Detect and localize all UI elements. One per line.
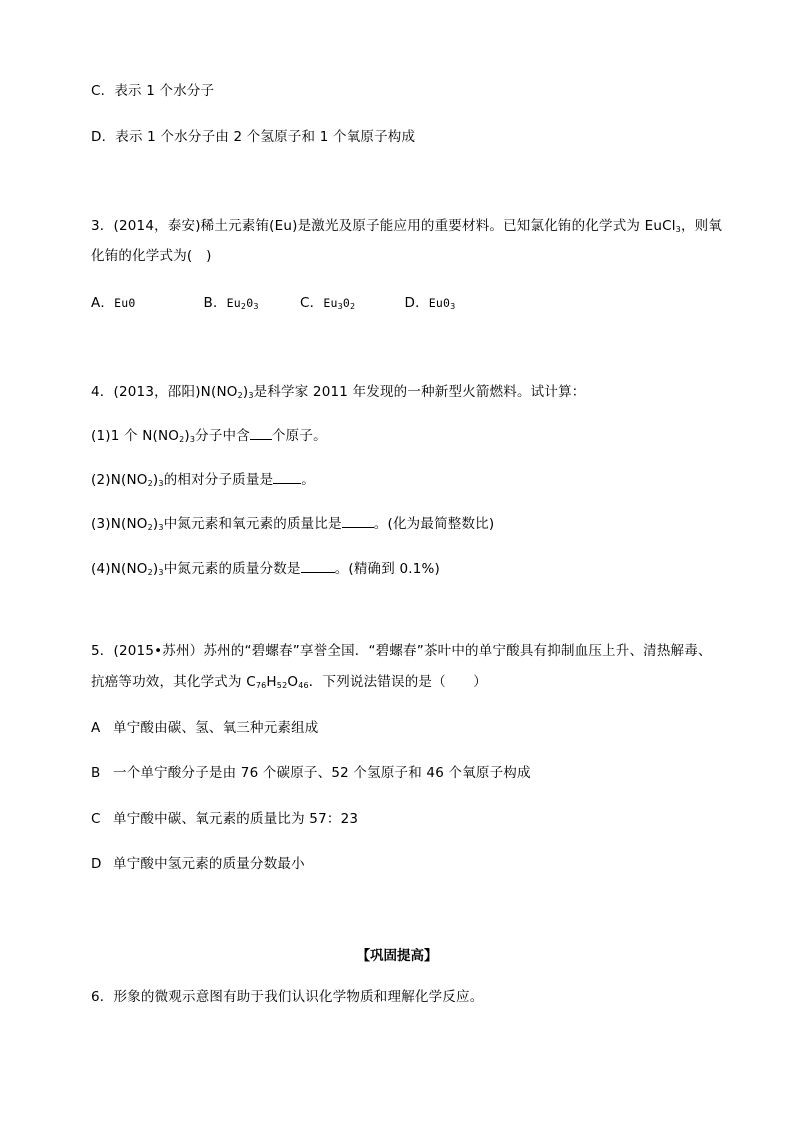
q4-part-1: (1)1 个 $N(NO_2)_3$分子中含 个原子。 <box>91 428 327 444</box>
q5-stem-line1: 5．(2015•苏州）苏州的“碧螺春”享誉全国．“碧螺春”茶叶中的单宁酸具有抑制血压上升、清热解毒、 <box>91 643 712 659</box>
q3-subscript: 3 <box>675 225 681 234</box>
q4-stem: 4．(2013，邵阳)$N(NO_2)_3$是科学家 2011 年发现的一种新型火箭燃料。试计算： <box>91 384 586 400</box>
answer-blank[interactable] <box>342 515 374 528</box>
q6-stem: 6．形象的微观示意图有助于我们认识化学物质和理解化学反应。 <box>91 989 484 1005</box>
q3-stem-tail: ，则氧 <box>680 218 723 234</box>
q2-option-d: D．表示 1 个水分子由 2 个氢原子和 1 个氧原子构成 <box>91 129 416 145</box>
section-heading: 【巩固提高】 <box>356 948 438 964</box>
q3-option-d: D．$Eu0_3$ <box>404 295 456 311</box>
q5-option-d: D 单宁酸中氢元素的质量分数最小 <box>91 856 305 872</box>
q4-part-3: $(3)N(NO_2)_3$中氮元素和氧元素的质量比是 。(化为最简整数比) <box>91 516 495 532</box>
q3-stem-text: 3．(2014，泰安)稀土元素铕(Eu)是激光及原子能应用的重要材料。已知氯化铕的化学式为 EuCl <box>91 218 676 234</box>
q3-stem-line2: 化铕的化学式为( ) <box>91 248 212 264</box>
q3-option-c: C．$Eu_30_2$ <box>300 295 356 311</box>
q4-part-4: $(4)N(NO_2)_3$中氮元素的质量分数是 。(精确到 0.1%) <box>91 561 441 577</box>
q5-option-b: B 一个单宁酸分子是由 76 个碳原子、52 个氢原子和 46 个氧原子构成 <box>91 765 531 781</box>
answer-blank[interactable] <box>301 560 335 573</box>
q5-option-a: A 单宁酸由碳、氢、氧三种元素组成 <box>91 720 319 736</box>
q5-option-c: C 单宁酸中碳、氧元素的质量比为 57：23 <box>91 811 359 827</box>
q3-option-a: A．Eu0 <box>91 295 136 311</box>
answer-blank[interactable] <box>273 471 301 484</box>
answer-blank[interactable] <box>250 427 272 440</box>
q4-part-2: $(2)N(NO_2)_3$的相对分子质量是 。 <box>91 472 315 488</box>
q3-option-b: B．$Eu_20_3$ <box>203 295 259 311</box>
q2-option-c: C．表示 1 个水分子 <box>91 83 215 99</box>
q5-stem-line2: 抗癌等功效，其化学式为 $C_{76}H_{52}O_{46}$．下列说法错误的是（ ） <box>91 674 487 690</box>
q3-options <box>91 294 455 312</box>
q3-stem-line1 <box>91 217 722 235</box>
